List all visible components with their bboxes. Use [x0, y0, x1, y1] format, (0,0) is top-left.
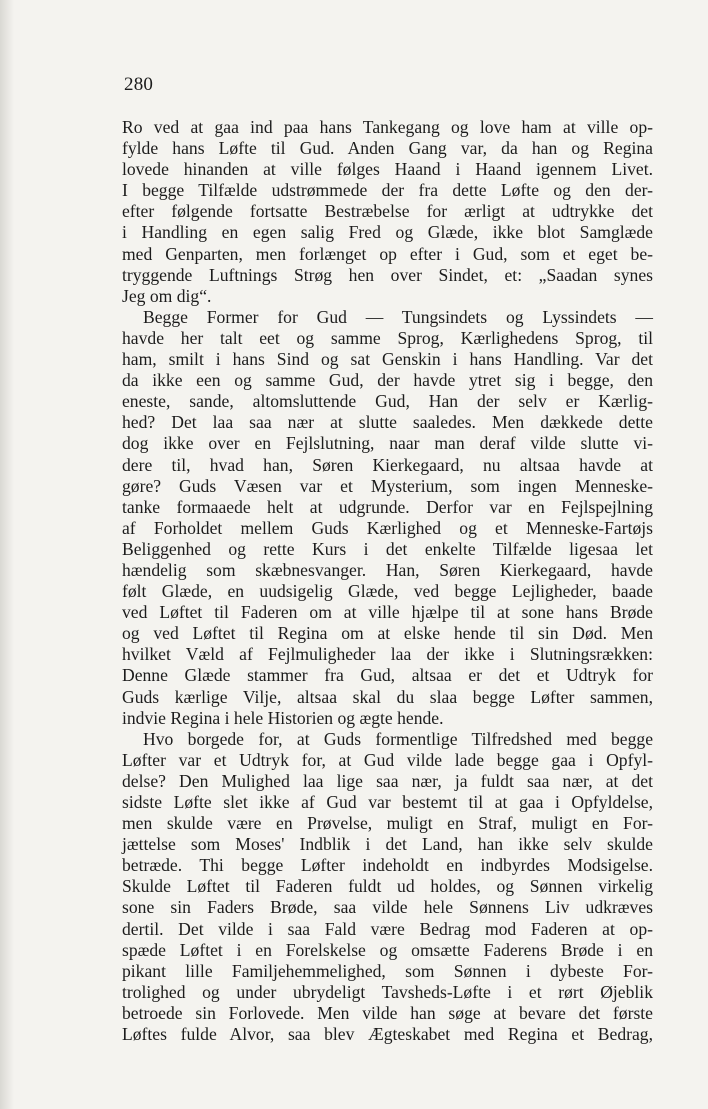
text-line: men skulde være en Prøvelse, muligt en Straf, muligt en For- [122, 813, 653, 834]
text-line: lovede hinanden at ville følges Haand i Haand igennem Livet. [122, 159, 653, 180]
text-line: eneste, sande, altomsluttende Gud, Han der selv er Kærlig- [122, 391, 653, 412]
page-edge-shadow [0, 0, 14, 1109]
text-line: gøre? Guds Væsen var et Mysterium, som ingen Menneske- [122, 475, 653, 496]
text-line: ham, smilt i hans Sind og sat Genskin i hans Handling. Var det [122, 349, 653, 370]
text-line: betroede sin Forlovede. Men vilde han søge at bevare det første [122, 1002, 653, 1023]
body-text [122, 117, 653, 1045]
text-line: med Genparten, men forlænget op efter i Gud, som et eget be- [122, 243, 653, 264]
text-line: af Forholdet mellem Guds Kærlighed og et Menneske-Fartøjs [122, 517, 653, 538]
text-line: følt Glæde, en uudsigelig Glæde, ved begge Lejligheder, baade [122, 581, 653, 602]
text-line: og ved Løftet til Regina om at elske hende til sin Død. Men [122, 623, 653, 644]
text-line: hvilket Væld af Fejlmuligheder laa der ikke i Slutningsrækken: [122, 644, 653, 665]
text-line: Begge Former for Gud — Tungsindets og Lyssindets — [143, 306, 653, 327]
text-line: Skulde Løftet til Faderen fuldt ud holdes, og Sønnen virkelig [122, 876, 653, 897]
text-line: havde her talt eet og samme Sprog, Kærlighedens Sprog, til [122, 327, 653, 348]
text-line: Hvo borgede for, at Guds formentlige Tilfredshed med begge [143, 728, 653, 749]
text-line: spæde Løftet i en Forelskelse og omsætte Faderens Brøde i en [122, 939, 653, 960]
text-line: dertil. Det vilde i saa Fald være Bedrag mod Faderen at op- [122, 918, 653, 939]
text-line: delse? Den Mulighed laa lige saa nær, ja fuldt saa nær, at det [122, 770, 653, 791]
text-line: I begge Tilfælde udstrømmede der fra dette Løfte og den der- [122, 180, 653, 201]
text-line: i Handling en egen salig Fred og Glæde, ikke blot Samglæde [122, 222, 653, 243]
text-line: sone sin Faders Brøde, saa vilde hele Sønnens Liv udkræves [122, 897, 653, 918]
text-line: Beliggenhed og rette Kurs i det enkelte Tilfælde ligesaa let [122, 538, 653, 559]
text-line: indvie Regina i hele Historien og ægte hende. [122, 707, 444, 728]
text-line: tryggende Luftnings Strøg hen over Sindet, et: „Saadan synes [122, 264, 653, 285]
text-line: da ikke een og samme Gud, der havde ytret sig i begge, den [122, 370, 653, 391]
text-line: pikant lille Familjehemmelighed, som Sønnen i dybeste For- [122, 960, 653, 981]
text-line: Denne Glæde stammer fra Gud, altsaa er det et Udtryk for [122, 665, 653, 686]
text-line: hed? Det laa saa nær at slutte saaledes. Men dækkede dette [122, 412, 653, 433]
text-line: dog ikke over en Fejlslutning, naar man deraf vilde slutte vi- [122, 433, 653, 454]
text-line: tanke formaaede helt at udgrunde. Derfor var en Fejlspejlning [122, 496, 653, 517]
text-line: Løftes fulde Alvor, saa blev Ægteskabet med Regina et Bedrag, [122, 1024, 653, 1045]
text-line: trolighed og under ubrydeligt Tavsheds-Løfte i et rørt Øjeblik [122, 981, 653, 1002]
text-line: dere til, hvad han, Søren Kierkegaard, nu altsaa havde at [122, 454, 653, 475]
text-line: jættelse som Moses' Indblik i det Land, han ikke selv skulde [122, 834, 653, 855]
text-line: Guds kærlige Vilje, altsaa skal du slaa begge Løfter sammen, [122, 686, 653, 707]
text-line: ved Løftet til Faderen om at ville hjælpe til at sone hans Brøde [122, 602, 653, 623]
text-line: sidste Løfte slet ikke af Gud var bestemt til at gaa i Opfyldelse, [122, 792, 653, 812]
text-line: Løfter var et Udtryk for, at Gud vilde lade begge gaa i Opfyl- [122, 749, 653, 770]
text-line: efter følgende fortsatte Bestræbelse for ærligt at udtrykke det [122, 201, 653, 222]
text-line: Ro ved at gaa ind paa hans Tankegang og love ham at ville op- [122, 117, 653, 137]
text-line: betræde. Thi begge Løfter indeholdt en indbyrdes Modsigelse. [122, 855, 653, 876]
text-line: Jeg om dig“. [122, 285, 212, 306]
text-line: fylde hans Løfte til Gud. Anden Gang var, da han og Regina [122, 138, 653, 159]
text-line: hændelig som skæbnesvanger. Han, Søren Kierkegaard, havde [122, 559, 653, 580]
page-number: 280 [124, 74, 154, 95]
